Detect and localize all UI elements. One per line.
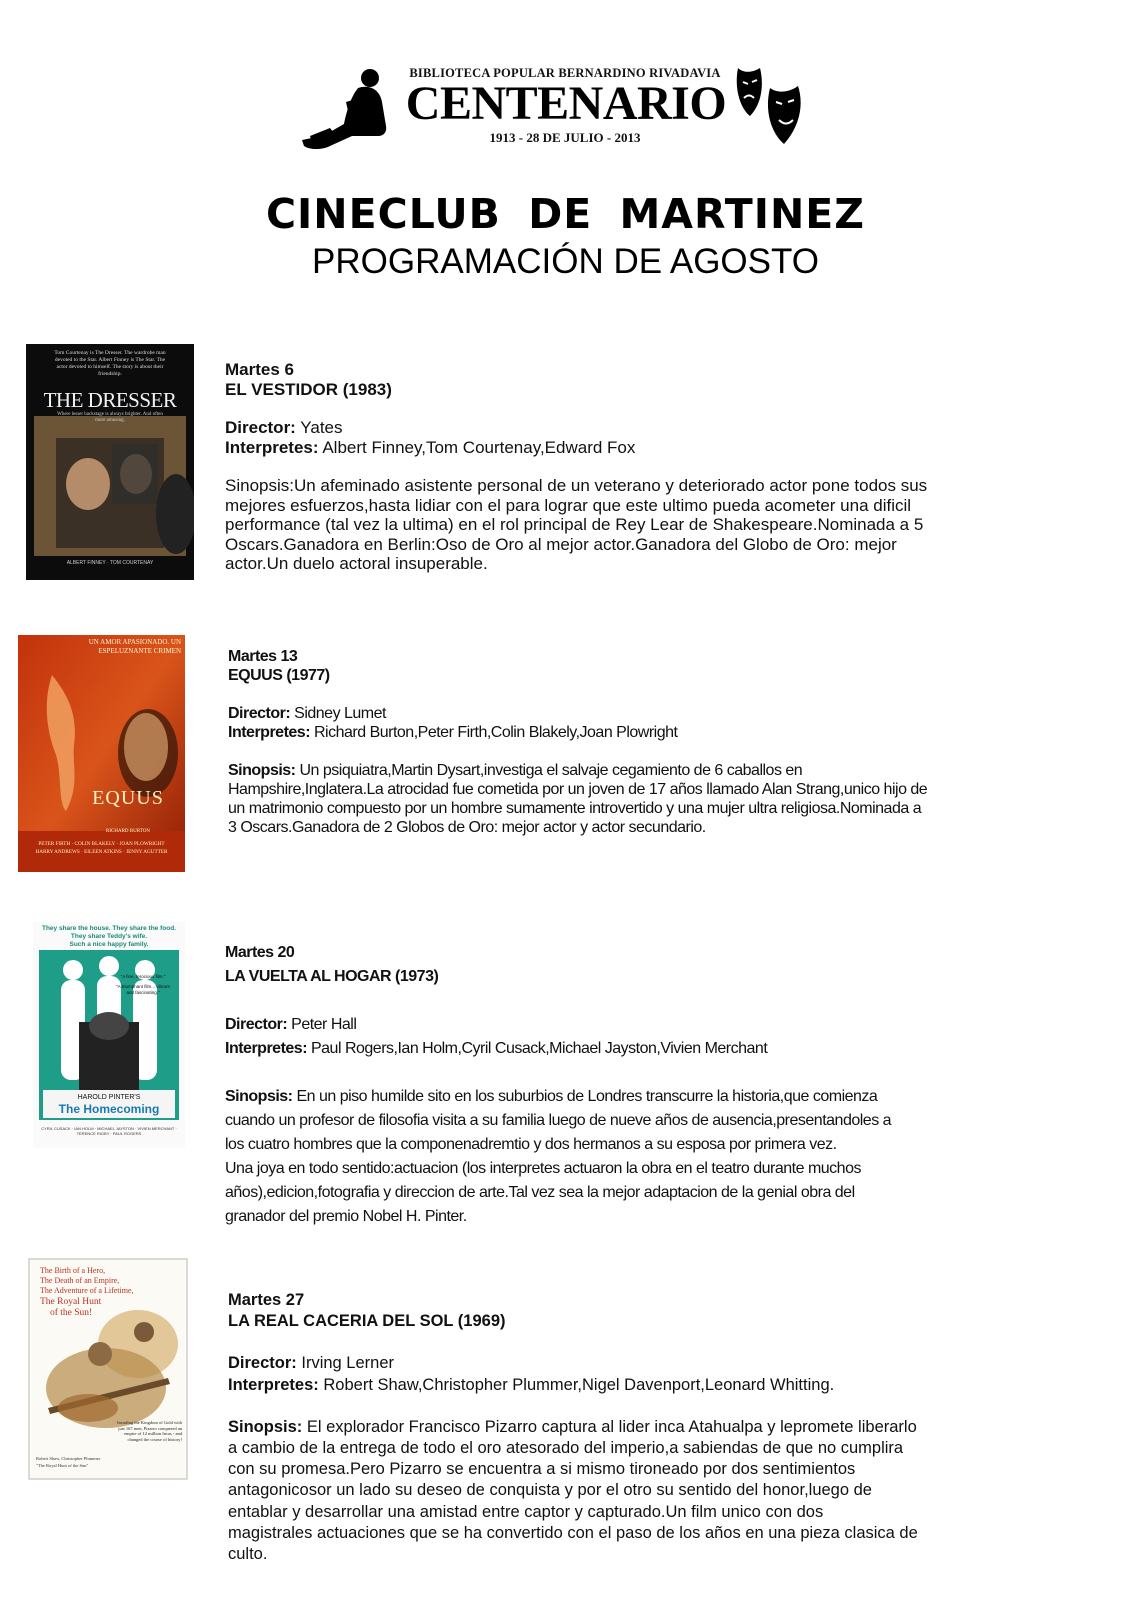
poster-title-1: The Royal Hunt [40, 1297, 102, 1307]
poster-title-2: of the Sun! [50, 1308, 93, 1318]
poster-cast: PETER FIRTH · COLIN BLAKELY · JOAN PLOWRIGHT [38, 841, 165, 847]
film-date: Martes 13 [228, 648, 298, 665]
reading-person-icon [300, 66, 400, 152]
film-entry-4 [228, 1290, 958, 1565]
poster-tagline-3: The Adventure of a Lifetime, [40, 1286, 134, 1295]
film-date: Martes 6 [225, 360, 294, 379]
poster-tagline: UN AMOR APASIONADO. UN ESPELUZNANTE CRIMEN [88, 638, 181, 655]
film-synopsis: Sinopsis: El explorador Francisco Pizarro captura al lider inca Atahualpa y lepromete liberarlo a cambio de la entrega de todo el oro atesorado del imperio,a sabiendas de que no cumplira con su promesa.Pero Pizarro se encuentra a si mismo tironeado por dos sentimientos antagonicosor un lado su deseo de conquista y por el otro su sentido del honor,luego de entablar y desarrollar una amistad entre captor y capturado.Un film unico con dos magistrales actuaciones que se ha convertido con el paso de los años en una pieza clasica de culto. [228, 1417, 918, 1564]
film-cast: Interpretes: Robert Shaw,Christopher Plummer,Nigel Davenport,Leonard Whitting. [228, 1375, 835, 1394]
poster-quote-2: "A triumphant film... vibrant and fascinating." [116, 984, 170, 995]
poster-tagline-1: The Birth of a Hero, [40, 1266, 106, 1275]
poster-title: The Homecoming [58, 1102, 160, 1116]
poster-title: EQUUS [92, 787, 164, 809]
poster-tagline-1: They share the house. They share the food. [41, 925, 176, 932]
poster-tagline-2: The Death of an Empire, [40, 1276, 120, 1285]
centenario-logo [300, 58, 820, 158]
film-cast: Interpretes: Richard Burton,Peter Firth,Colin Blakely,Joan Plowright [228, 724, 678, 741]
poster-credits-2: "The Royal Hunt of the Sun" [36, 1463, 89, 1468]
film-director: Director: Yates [225, 418, 343, 437]
film-director: Director: Peter Hall [225, 1016, 357, 1033]
film-title: LA VUELTA AL HOGAR (1973) [225, 968, 439, 985]
film-synopsis: Sinopsis: En un piso humilde sito en los suburbios de Londres transcurre la historia,que comienza cuando un profesor de filosofia visita a su familia luego de nueve años de ausencia,presentandoles a los cuatro hombres que la componenadremtio y dos hermanos a su esposa por primera vez. Una joya en todo sentido:actuacion (los interpretes actuaron la obra en el teatro durante muchos años),edicion,fotografia y direccion de arte.Tal vez sea la mejor adaptacion de la genial obra del granador del premio Nobel H. Pinter. [225, 1088, 892, 1225]
centenario-dates: 1913 - 28 DE JULIO - 2013 [489, 130, 641, 145]
film-entry-3 [225, 941, 925, 1229]
poster-author: HAROLD PINTER'S [77, 1094, 141, 1101]
poster-equus [18, 635, 185, 872]
film-cast: Interpretes: Albert Finney,Tom Courtenay,Edward Fox [225, 437, 636, 457]
film-entry-1 [225, 360, 945, 574]
film-title: LA REAL CACERIA DEL SOL (1969) [228, 1312, 506, 1331]
centenario-wordmark: CENTENARIO [405, 77, 727, 130]
poster-royal-hunt-of-the-sun [28, 1258, 188, 1480]
film-date: Martes 27 [228, 1291, 305, 1309]
poster-credits: ALBERT FINNEY · TOM COURTENAY [66, 560, 154, 566]
film-synopsis: Sinopsis: Un psiquiatra,Martin Dysart,investiga el salvaje cegamiento de 6 caballos en Hampshire,Inglatera.La atrocidad fue cometida por un joven de 17 años llamado Alan Strang,unico hijo de un matrimonio compuesto por un hombre sumamente introvertido y una mujer ultra religiosa.Nominada a 3 Oscars.Ganadora de 2 Globos de Oro: mejor actor y actor secundario. [228, 762, 928, 836]
film-title: EQUUS (1977) [228, 667, 330, 684]
page-title: CINECLUB DE MARTINEZ [265, 190, 866, 238]
film-synopsis: Sinopsis:Un afeminado asistente personal de un veterano y deteriorado actor pone todos sus mejores esfuerzos,hasta lidiar con el para lograr que este ultimo pueda acometer una dificil performance (tal vez la ultima) en el rol principal de Rey Lear de Shakespeare.Nominada a 5 Oscars.Ganadora en Berlin:Oso de Oro al mejor actor.Ganadora del Globo de Oro: mejor actor.Un duelo actoral insuperable. [225, 476, 928, 573]
poster-quote-1: "A fine, ferocious film." [120, 974, 166, 979]
poster-the-dresser [26, 344, 194, 580]
film-director: Director: Irving Lerner [228, 1354, 394, 1373]
film-cast: Interpretes: Paul Rogers,Ian Holm,Cyril Cusack,Michael Jayston,Vivien Merchant [225, 1040, 768, 1057]
film-entry-2 [228, 647, 928, 837]
poster-tagline-2: They share Teddy's wife. [70, 933, 148, 940]
poster-subline: Where lesser backstage is always brighter. And often more amusing. [57, 412, 163, 423]
film-title: EL VESTIDOR (1983) [225, 379, 392, 399]
poster-the-homecoming [33, 922, 185, 1148]
poster-tagline: Tom Courtenay is The Dresser. The wardrobe man devoted to the Star. Albert Finney is The Star. The actor devoted to himself. The story is about their friendship. [54, 350, 166, 377]
library-name: BIBLIOTECA POPULAR BERNARDINO RIVADAVIA [409, 66, 721, 80]
film-date: Martes 20 [225, 944, 295, 961]
poster-credits: Robert Shaw, Christopher Plummer [36, 1456, 101, 1461]
poster-cast-2: HARRY ANDREWS · EILEEN ATKINS · JENNY AGUTTER [35, 849, 168, 855]
film-director: Director: Sidney Lumet [228, 705, 386, 722]
poster-tagline-3: Such a nice happy family. [69, 941, 149, 948]
page-subtitle: PROGRAMACIÓN DE AGOSTO [312, 242, 819, 281]
poster-blurb: Invading the Kingdom of Gold with just 167 men, Pizarro conquered an empire of 12 million Incas - and changed the course of history! [117, 1420, 182, 1442]
theater-masks-icon [732, 64, 808, 150]
poster-star: RICHARD BURTON [106, 829, 150, 834]
poster-title: THE DRESSER [43, 388, 177, 412]
poster-credits: CYRIL CUSACK · IAN HOLM · MICHAEL JAYSTON · VIVIEN MERCHANT · TERENCE RIGBY · PAUL ROGERS [41, 1126, 177, 1136]
